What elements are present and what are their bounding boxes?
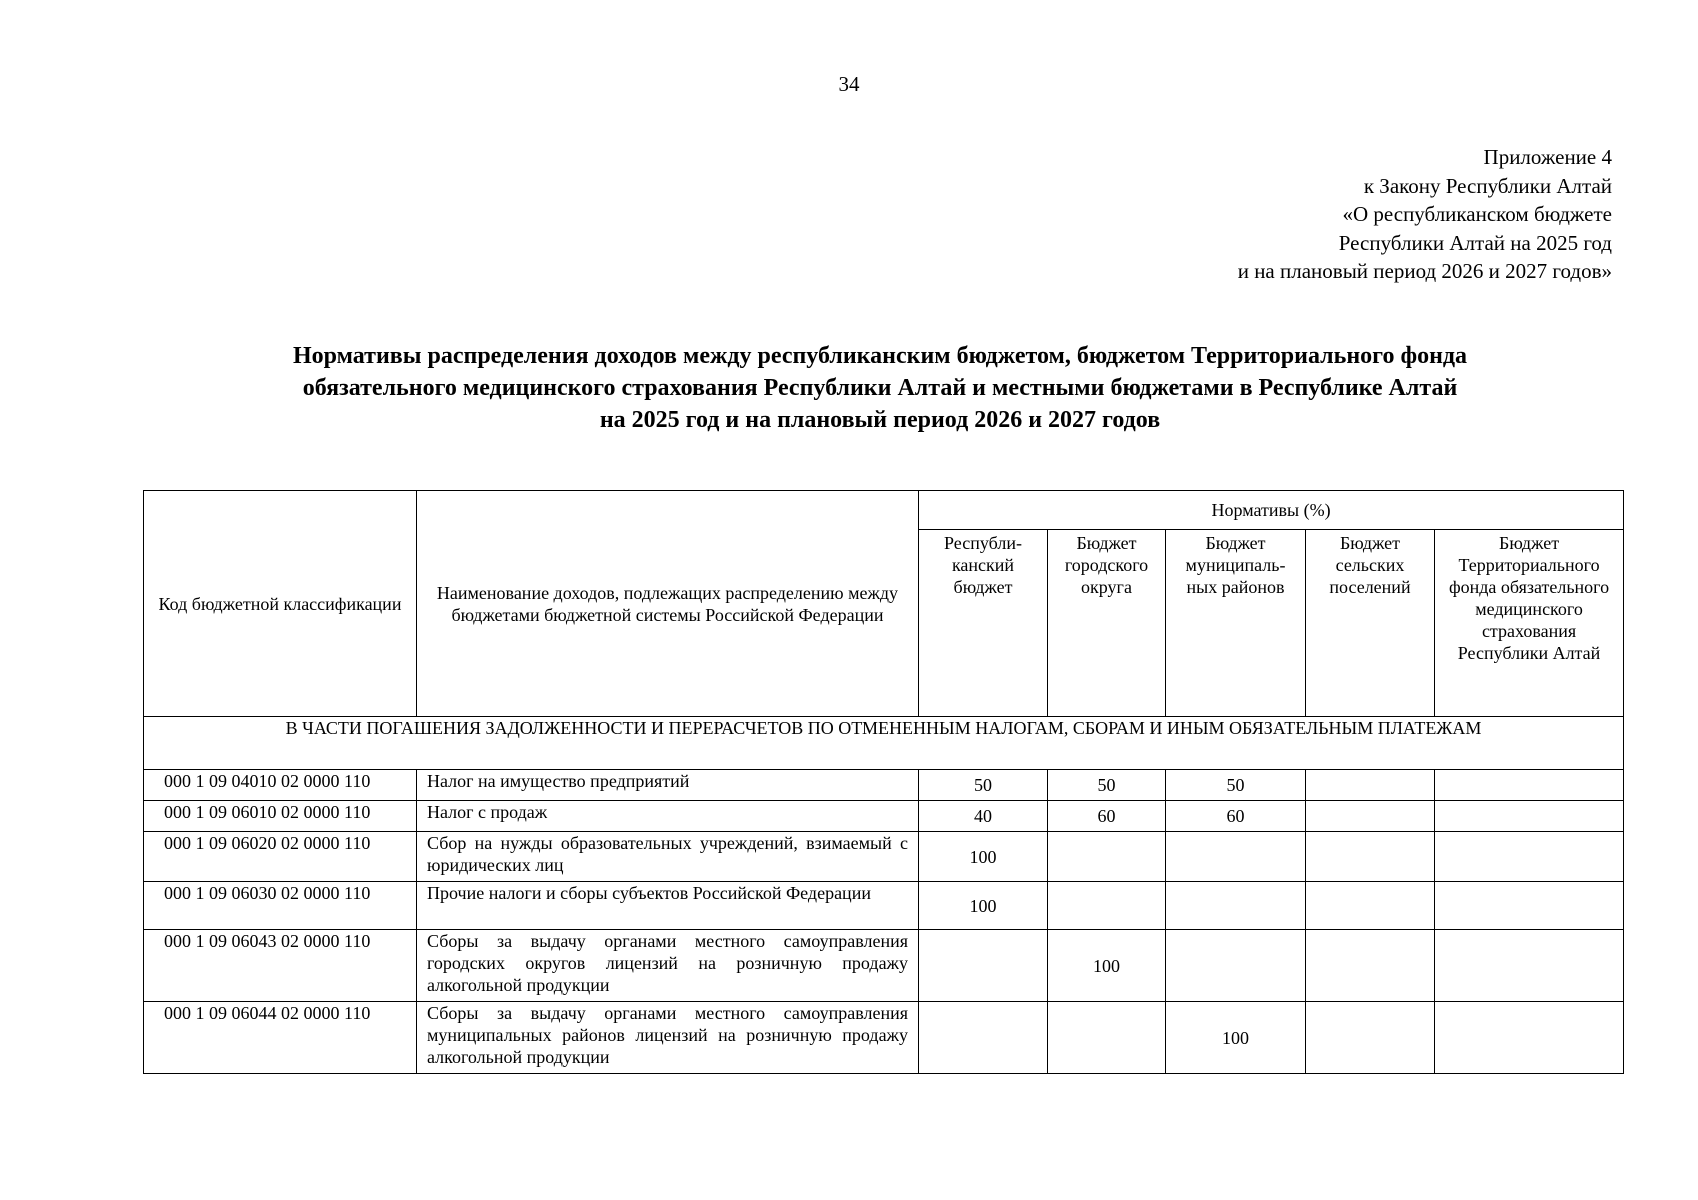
value-municipal bbox=[1166, 882, 1306, 930]
value-city bbox=[1048, 1002, 1166, 1074]
row-name: Прочие налоги и сборы субъектов Российской Федерации bbox=[417, 882, 919, 930]
value-municipal: 100 bbox=[1166, 1002, 1306, 1074]
value-rural bbox=[1306, 832, 1435, 882]
appendix-line: к Закону Республики Алтай bbox=[1363, 173, 1612, 198]
row-name: Сборы за выдачу органами местного самоуправления городских округов лицензий на розничную продажу алкогольной продукции bbox=[417, 930, 919, 1002]
table-row bbox=[144, 770, 1624, 801]
row-code: 000 1 09 06030 02 0000 110 bbox=[144, 882, 417, 930]
row-code: 000 1 09 06010 02 0000 110 bbox=[144, 801, 417, 832]
value-city bbox=[1048, 882, 1166, 930]
table-row bbox=[144, 930, 1624, 1002]
value-rural bbox=[1306, 930, 1435, 1002]
appendix-line: «О республиканском бюджете bbox=[1342, 202, 1612, 226]
title-line: Нормативы распределения доходов между республиканским бюджетом, бюджетом Территориального фонда bbox=[292, 343, 1468, 369]
value-republic bbox=[919, 930, 1048, 1002]
value-municipal bbox=[1166, 930, 1306, 1002]
value-city: 100 bbox=[1048, 930, 1166, 1002]
value-municipal: 50 bbox=[1166, 770, 1306, 801]
value-municipal bbox=[1166, 832, 1306, 882]
title-line: обязательного медицинского страхования Республики Алтай и местными бюджетами в Республике Алтай bbox=[302, 375, 1458, 401]
title-line: на 2025 год и на плановый период 2026 и 2027 годов bbox=[599, 407, 1161, 433]
value-tfoms bbox=[1435, 1002, 1624, 1074]
table-row bbox=[144, 1002, 1624, 1074]
value-republic: 100 bbox=[919, 832, 1048, 882]
document-title bbox=[160, 340, 1600, 436]
table-row bbox=[144, 832, 1624, 882]
row-name: Налог с продаж bbox=[417, 801, 919, 832]
value-republic: 100 bbox=[919, 882, 1048, 930]
row-code: 000 1 09 04010 02 0000 110 bbox=[144, 770, 417, 801]
value-tfoms bbox=[1435, 930, 1624, 1002]
appendix-line: Республики Алтай на 2025 год bbox=[1338, 230, 1612, 255]
value-city: 50 bbox=[1048, 770, 1166, 801]
value-municipal: 60 bbox=[1166, 801, 1306, 832]
value-city bbox=[1048, 832, 1166, 882]
header-tfoms: Бюджет Территориального фонда обязательного медицинского страхования Республики Алтай bbox=[1435, 530, 1624, 717]
value-city: 60 bbox=[1048, 801, 1166, 832]
value-tfoms bbox=[1435, 832, 1624, 882]
row-code: 000 1 09 06044 02 0000 110 bbox=[144, 1002, 417, 1074]
row-code: 000 1 09 06020 02 0000 110 bbox=[144, 832, 417, 882]
value-rural bbox=[1306, 1002, 1435, 1074]
value-tfoms bbox=[1435, 770, 1624, 801]
header-municipal: Бюджет муниципаль-ных районов bbox=[1166, 530, 1306, 717]
appendix-line: и на плановый период 2026 и 2027 годов» bbox=[1237, 259, 1612, 283]
appendix-block bbox=[1238, 143, 1612, 286]
value-rural bbox=[1306, 770, 1435, 801]
appendix-line: Приложение 4 bbox=[1483, 145, 1612, 169]
row-name: Сборы за выдачу органами местного самоуправления муниципальных районов лицензий на розничную продажу алкогольной продукции bbox=[417, 1002, 919, 1074]
value-tfoms bbox=[1435, 801, 1624, 832]
row-name: Налог на имущество предприятий bbox=[417, 770, 919, 801]
value-republic: 50 bbox=[919, 770, 1048, 801]
row-name: Сбор на нужды образовательных учреждений, взимаемый с юридических лиц bbox=[417, 832, 919, 882]
norms-table bbox=[143, 490, 1624, 1074]
header-republic: Республи-канский бюджет bbox=[919, 530, 1048, 717]
row-code: 000 1 09 06043 02 0000 110 bbox=[144, 930, 417, 1002]
header-norms: Нормативы (%) bbox=[919, 491, 1624, 530]
section-heading: В ЧАСТИ ПОГАШЕНИЯ ЗАДОЛЖЕННОСТИ И ПЕРЕРАСЧЕТОВ ПО ОТМЕНЕННЫМ НАЛОГАМ, СБОРАМ И ИНЫМ ОБЯЗАТЕЛЬНЫМ ПЛАТЕЖАМ bbox=[144, 717, 1624, 770]
header-city: Бюджет городского округа bbox=[1048, 530, 1166, 717]
value-republic: 40 bbox=[919, 801, 1048, 832]
header-code: Код бюджетной классификации bbox=[144, 491, 417, 717]
header-name: Наименование доходов, подлежащих распределению между бюджетами бюджетной системы Российской Федерации bbox=[417, 491, 919, 717]
table-row bbox=[144, 882, 1624, 930]
value-republic bbox=[919, 1002, 1048, 1074]
table-row bbox=[144, 801, 1624, 832]
value-rural bbox=[1306, 801, 1435, 832]
page-number: 34 bbox=[838, 72, 860, 96]
value-tfoms bbox=[1435, 882, 1624, 930]
header-rural: Бюджет сельских поселений bbox=[1306, 530, 1435, 717]
value-rural bbox=[1306, 882, 1435, 930]
